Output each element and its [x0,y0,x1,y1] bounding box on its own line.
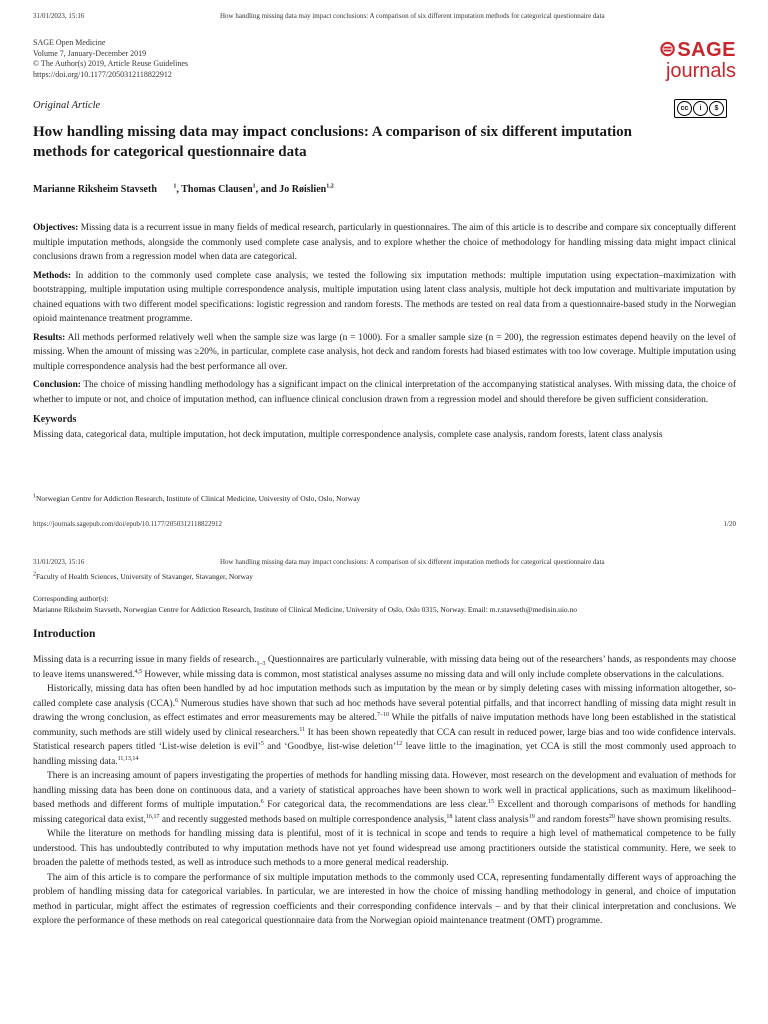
journal-name: SAGE Open Medicine [33,38,106,47]
abstract-conclusion: Conclusion: The choice of missing handling methodology has a significant impact on the clinical interpretation of the accompanying statistical analyses. With missing data, the choice of whether to impute or not, and choice of imputation method, can influence clinical conclusion drawn from a regression model and should therefore be given sufficient consideration. [33,380,736,405]
print-timestamp-p2: 31/01/2023, 15:16 [33,558,85,566]
keywords-heading: Keywords [33,414,77,425]
intro-paragraph-2: Historically, missing data has often been handled by ad hoc imputation methods such as imputation by the mean or by simply deleting cases with missing information altogether, so-called complete case analysis (CCA).$^6$ Numerous studies have shown that such ad hoc methods have several potential pitfalls, and that incorrect handling of missing data might result in drawing the wrong conclusion, as effect estimates and error measurements may be altered.$^{7-10}$ While the pitfalls of naive imputation methods have long been established in the statistical community, such methods are still widely used by clinical researchers.$^{11}$ It has been shown repeatedly that CCA can result in reduced power, large bias and too wide confidence intervals. Statistical research papers titled ‘List-wise deletion is evil’$^5$ and ‘Goodbye, list-wise deletion’$^{12}$ leave little to the imagination, yet CCA is still the most commonly used approach to handling missing data.$^{11,13,14}$ [33,684,737,767]
author-1-affil: 1 [173,183,177,190]
cc-icon: cc [677,101,692,116]
affiliation-2: $^2$Faculty of Health Sciences, University of Stavanger, Stavanger, Norway [33,571,254,581]
corresponding-details: Marianne Riksheim Stavseth, Norwegian Centre for Addiction Research, Institute of Clinical Medicine, University of Oslo, Oslo 0315, Norway. Email: m.r.stavseth@medisin.uio.no [33,605,578,614]
print-timestamp: 31/01/2023, 15:16 [33,12,85,20]
intro-paragraph-1: Missing data is a recurring issue in many fields of $research._{1-3}$ Questionnaires are particularly vulnerable, with missing data being out of the researchers’ hands, as respondents may choose to leave items unanswered.$^{4,5}$ However, while missing data is common, most statistical analyses assume no missing data and will only include complete observations in the calculations. [33,655,736,680]
journal-info [33,38,188,80]
author-3-affil: 1,2 [326,183,334,190]
logo-journals-text: journals [665,60,736,82]
by-icon: i [693,101,708,116]
print-header-title: How handling missing data may impact conclusions: A comparison of six different imputation methods for categorical questionnaire data [220,12,605,20]
abstract-objectives: Objectives: Missing data is a recurrent issue in many fields of medical research, particularly in questionnaires. The aim of this article is to describe and compare six conceptually different multiple imputation methods, alongside the commonly used complete case analysis, and to explore whether the choice of methodology for handling missing data might impact clinical conclusions drawn from a regression model when data are categorical. [33,223,736,262]
footer-url[interactable]: https://journals.sagepub.com/doi/epub/10.1177/2050312118822912 [33,520,223,528]
section-heading-introduction: Introduction [33,628,96,640]
intro-paragraph-3: There is an increasing amount of papers investigating the properties of methods for handling missing data. However, most research on the development and evaluation of methods for handling missing data has been done on continuous data, and a variety of statistical approaches have been shown to work well in practical applications, such as maximum likelihood–based methods and different forms of multiple imputation.$^6$ For categorical data, the recommendations are less clear.$^{15}$ Excellent and thorough comparisons of methods for handling missing categorical data exist,$^{16,17}$ and recently suggested methods based on multiple correspondence analysis,$^{18}$ latent class analysis$^{19}$ and random forests$^{20}$ have shown promising results. [33,771,736,825]
journal-copyright: © The Author(s) 2019, Article Reuse Guidelines [33,59,189,68]
abstract-methods: Methods: In addition to the commonly used complete case analysis, we tested the following six imputation methods: multiple imputation using expectation–maximization with bootstrapping, multiple imputation using multiple correspondence analysis, multiple imputation using latent class analysis, multiple hot deck imputation and multivariate imputation by chained equations with two different model specifications: logistic regression and random forests. The methods are tested on real data from a questionnaire-based study in the Norwegian opioid maintenance treatment programme. [33,270,736,324]
author-list [33,184,334,195]
keywords-list: Missing data, categorical data, multiple imputation, hot deck imputation, multiple correspondence analysis, complete case analysis, random forests, latent class analysis [33,429,663,440]
author-2-affil: 1 [252,183,256,190]
sage-journals-logo[interactable] [650,38,736,81]
footer-page-number: 1/20 [723,520,736,528]
article-title: How handling missing data may impact conclusions: A comparison of six different imputation methods for categorical questionnaire data [33,124,632,160]
journal-volume: Volume 7, January-December 2019 [33,48,147,58]
nc-icon: $ [709,101,724,116]
article-type: Original Article [33,100,101,111]
author-1[interactable]: Marianne Riksheim Stavseth [33,184,157,195]
corresponding-author [33,593,736,615]
affiliation-1: $^1$Norwegian Centre for Addiction Research, Institute of Clinical Medicine, University of Oslo, Oslo, Norway [33,493,361,503]
intro-paragraph-5: The aim of this article is to compare the performance of six multiple imputation methods to the commonly used CCA, representing fundamentally different ways of approaching the problem of handling missing data for categorical variables. In particular, we are interested in how the choice of missing handling methodology in general, and choice of imputation method in particular, might affect the estimates of regression coefficients and their corresponding confidence intervals – and by that their clinical interpretation and conclusions. We explore the performance of these methods on real categorical questionnaire data from the Norwegian opioid maintenance treatment (OMT) programme. [33,872,736,926]
cc-license-badge[interactable] [674,99,727,118]
abstract-results: Results: All methods performed relatively well when the sample size was large (n = 1000). For a smaller sample size (n = 200), the regression estimates depend heavily on the level of missing. When the amount of missing was ≥20%, in particular, complete case analysis, hot deck and random forests had biased estimates with too low coverage. Multiple imputation using multiple correspondence analysis had the best performance all over. [33,332,736,372]
author-2[interactable]: , Thomas Clausen [176,184,253,195]
print-header-title-p2: How handling missing data may impact conclusions: A comparison of six different imputation methods for categorical questionnaire data [220,558,605,566]
intro-paragraph-4: While the literature on methods for handling missing data is plentiful, most of it is technical in scope and tends to require a high level of mathematical competence to be fully understood. This has undoubtedly contributed to why imputation methods have not yet found widespread use among practitioners outside the statistical community. Here, we seek to broaden the palette of methods tested, as well as introduce such methods to a more general medical readership. [33,829,736,868]
logo-sage-text: ⊜SAGE [658,36,736,61]
introduction-body [33,653,736,929]
abstract [33,221,736,442]
journal-doi[interactable]: https://doi.org/10.1177/2050312118822912 [33,69,172,79]
corresponding-label: Corresponding author(s): [33,594,109,603]
author-3[interactable]: , and Jo Røislien [255,184,327,195]
